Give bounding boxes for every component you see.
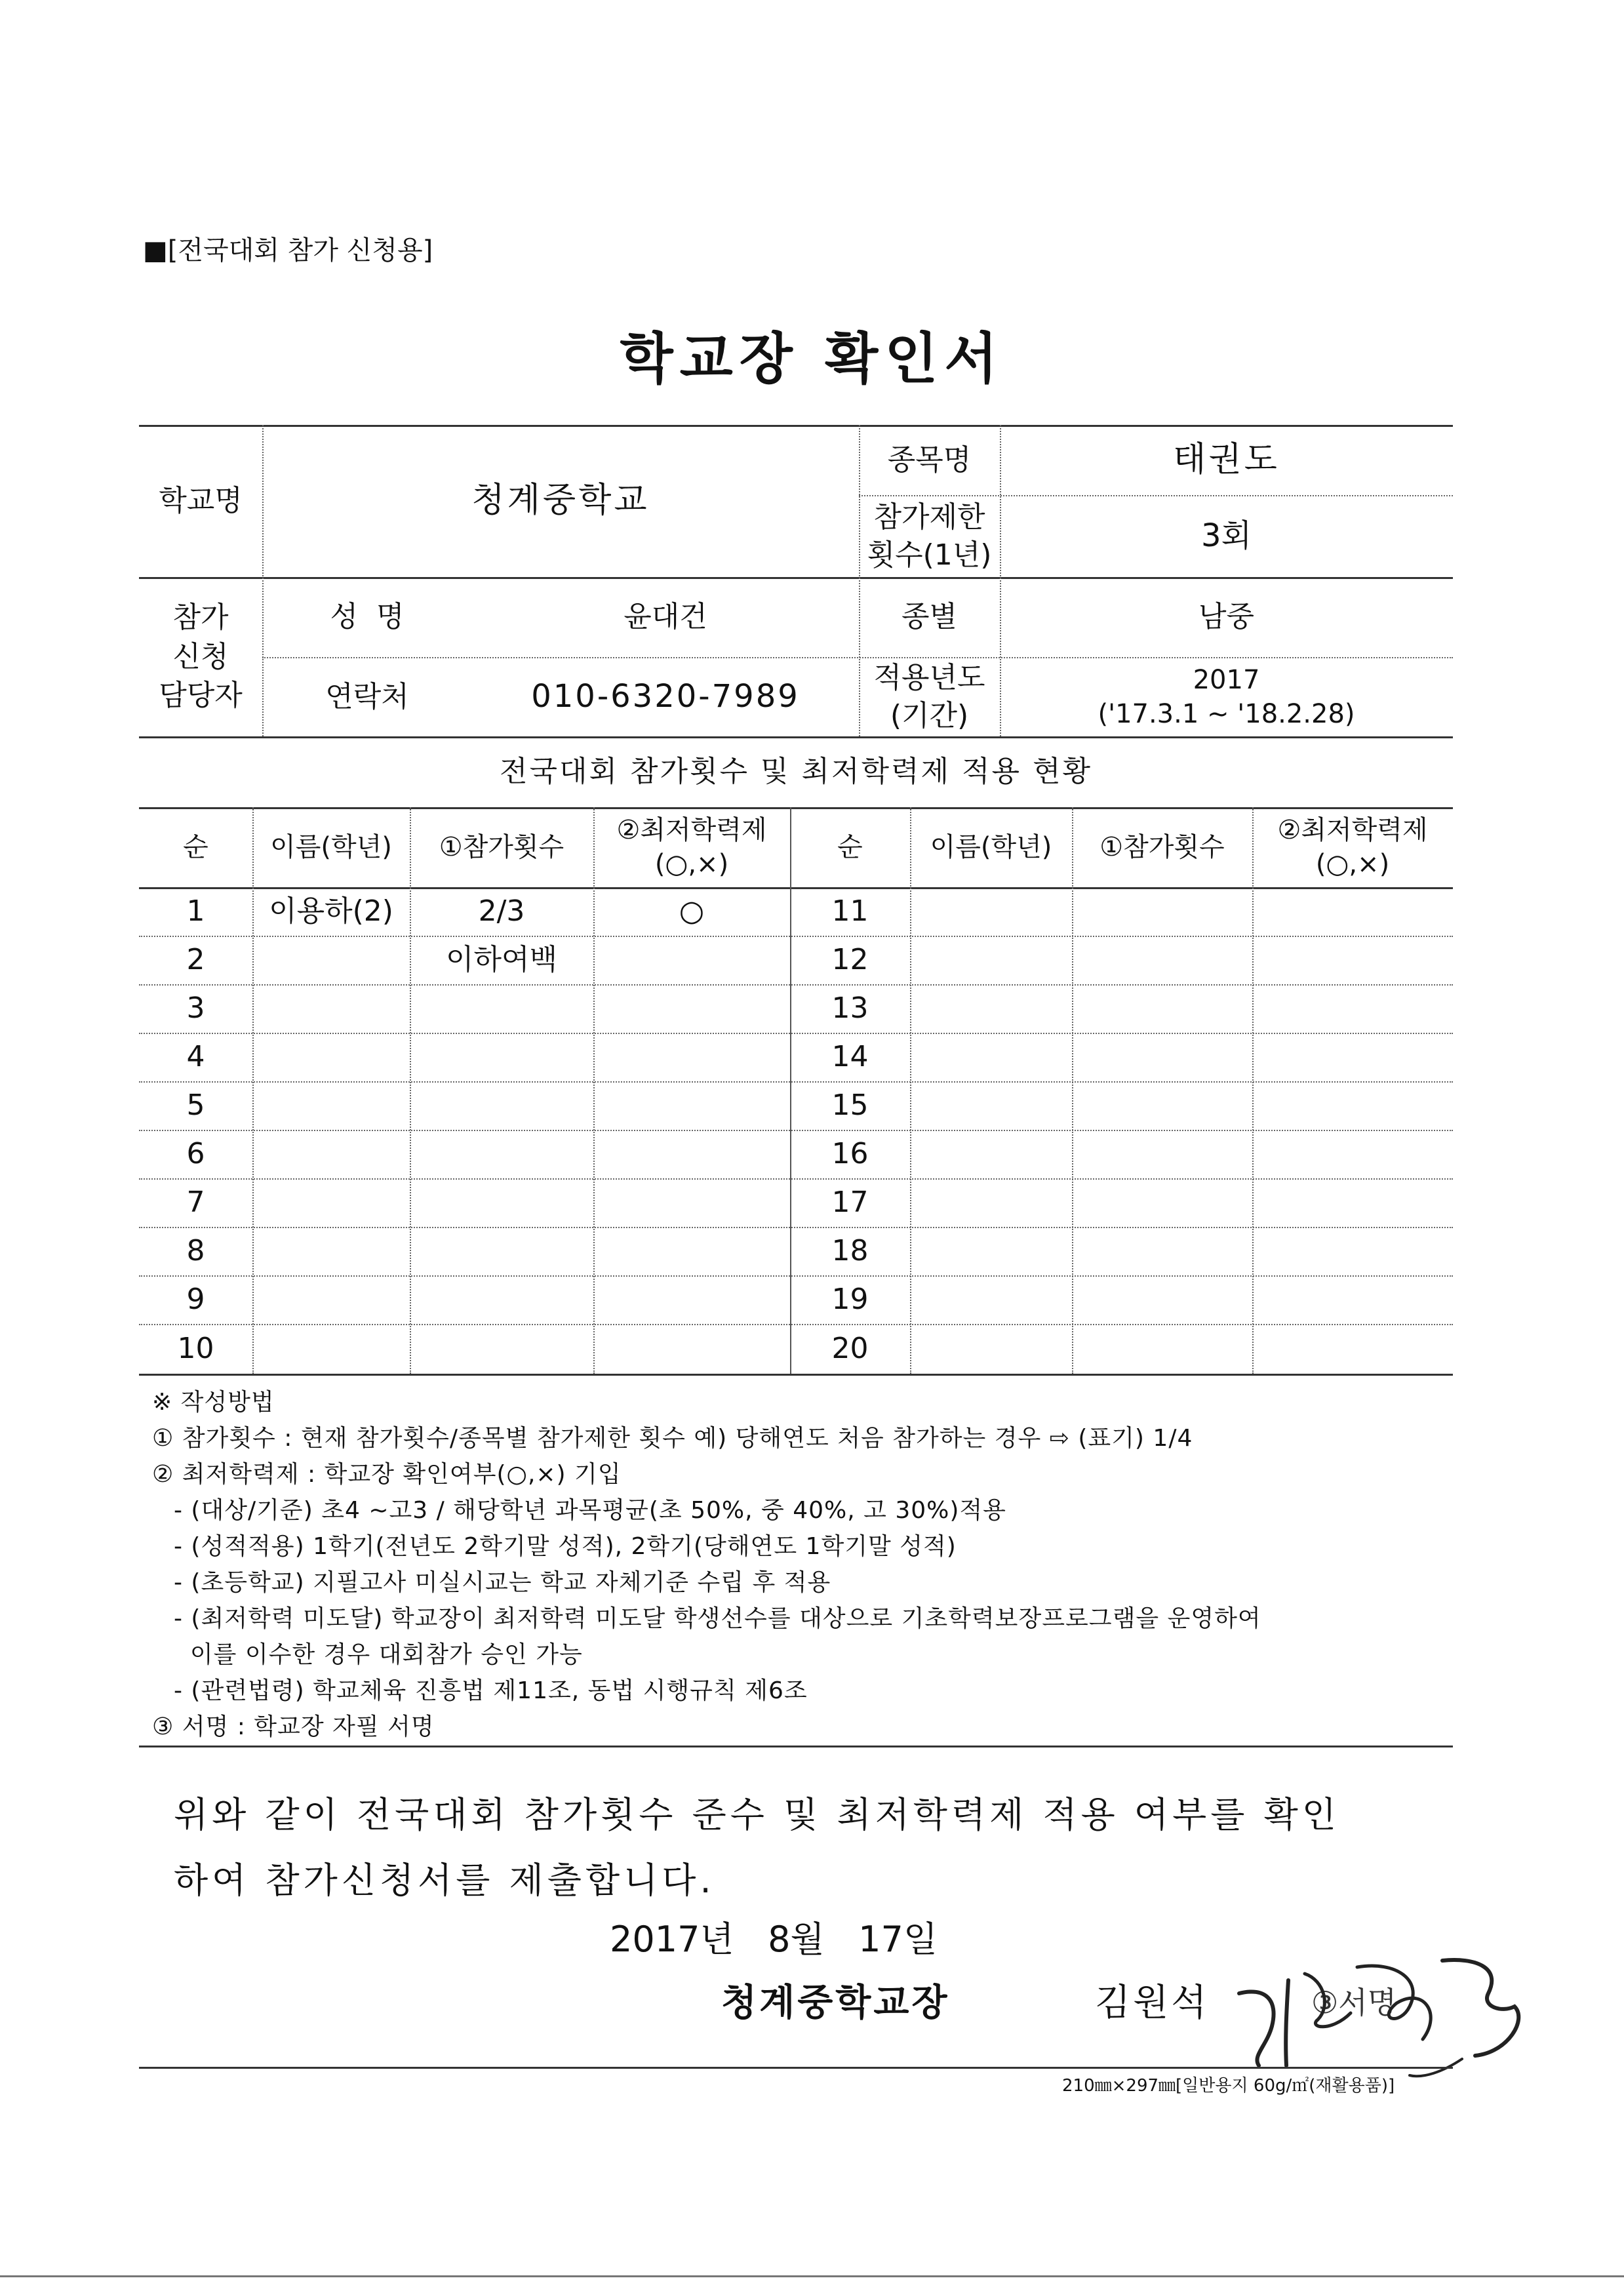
row-no: 10	[177, 1332, 214, 1366]
row-no: 4	[186, 1040, 205, 1074]
row-no: 16	[831, 1137, 869, 1171]
row-no: 14	[831, 1040, 869, 1074]
row-no: 19	[831, 1283, 869, 1317]
header-count: ①참가횟수	[1099, 832, 1225, 862]
notes-heading: ※ 작성방법	[152, 1389, 275, 1416]
row-no: 12	[831, 943, 869, 977]
manager-name-value: 윤대건	[624, 600, 707, 634]
row-no: 18	[831, 1234, 869, 1268]
principal-title: 청계중학교장	[721, 1982, 950, 2024]
application-year-label: 적용년도 (기간)	[873, 661, 985, 732]
note-item: ① 참가횟수 : 현재 참가횟수/종목별 참가제한 횟수 예) 당해연도 처음 참가하는 경우 ⇨ (표기) 1/4	[152, 1425, 1193, 1452]
signature-label: ③서명	[1311, 1985, 1397, 2020]
manager-label: 참가 신청 담당자	[159, 601, 243, 713]
row-name: 이용하(2)	[269, 894, 393, 928]
row-no: 9	[186, 1283, 205, 1317]
row-no: 3	[186, 991, 205, 1026]
row-min-grade: ○	[679, 894, 705, 928]
note-item: 이를 이수한 경우 대회참가 승인 가능	[174, 1641, 583, 1668]
header-no: 순	[837, 832, 863, 862]
document-tag: ■[전국대회 참가 신청용]	[143, 235, 433, 266]
header-count: ①참가횟수	[439, 832, 564, 862]
page-title: 학교장 확인서	[620, 327, 1004, 391]
participation-limit-value: 3회	[1201, 517, 1252, 555]
handwritten-signature	[1226, 1941, 1541, 2085]
row-no: 5	[186, 1088, 205, 1123]
participation-limit-label: 참가제한 횟수(1년)	[867, 500, 992, 572]
note-item: - (성적적용) 1학기(전년도 2학기말 성적), 2학기(당해연도 1학기말 성적)	[174, 1533, 957, 1560]
sport-label: 종목명	[887, 443, 972, 477]
blank-below-marker: 이하여백	[445, 943, 557, 977]
table-title: 전국대회 참가횟수 및 최저학력제 적용 현황	[499, 755, 1092, 789]
header-no: 순	[183, 832, 208, 862]
header-min-grade: ②최저학력제 (○,×)	[1277, 815, 1428, 879]
note-item: ③ 서명 : 학교장 자필 서명	[152, 1713, 435, 1740]
declaration-line-2: 하여 참가신청서를 제출합니다.	[174, 1860, 715, 1901]
header-min-grade: ②최저학력제 (○,×)	[616, 815, 767, 879]
paper-spec-footer: 210㎜×297㎜[일반용지 60g/㎡(재활용품)]	[1062, 2076, 1395, 2096]
category-value: 남중	[1198, 600, 1254, 634]
contact-label: 연락처	[325, 679, 409, 713]
row-no: 7	[186, 1186, 205, 1220]
school-name-label: 학교명	[159, 484, 243, 518]
row-no: 6	[186, 1137, 205, 1171]
submission-date: 2017년 8월 17일	[610, 1919, 938, 1960]
row-count: 2/3	[478, 894, 525, 928]
note-item: - (관련법령) 학교체육 진흥법 제11조, 동법 시행규칙 제6조	[174, 1677, 808, 1704]
note-item: - (대상/기준) 초4 ~고3 / 해당학년 과목평균(초 50%, 중 40%, 고 30%)적용	[174, 1497, 1006, 1524]
row-no: 11	[831, 894, 869, 928]
row-no: 17	[831, 1186, 869, 1220]
row-no: 20	[831, 1332, 869, 1366]
row-no: 2	[186, 943, 205, 977]
principal-name: 김원석	[1095, 1982, 1210, 2024]
row-no: 13	[831, 991, 869, 1026]
contact-value: 010-6320-7989	[531, 678, 800, 715]
application-year-value: 2017 ('17.3.1 ~ '18.2.28)	[1098, 664, 1355, 729]
category-label: 종별	[901, 600, 957, 634]
row-no: 8	[186, 1234, 205, 1268]
header-name: 이름(학년)	[930, 832, 1052, 862]
declaration-line-1: 위와 같이 전국대회 참가횟수 준수 및 최저학력제 적용 여부를 확인	[174, 1794, 1340, 1835]
school-name-value: 청계중학교	[471, 481, 650, 521]
note-item: ② 최저학력제 : 학교장 확인여부(○,×) 기입	[152, 1461, 622, 1488]
manager-name-label: 성 명	[330, 600, 405, 634]
row-no: 1	[186, 894, 205, 928]
header-name: 이름(학년)	[270, 832, 392, 862]
row-no: 15	[831, 1088, 869, 1123]
sport-value: 태권도	[1173, 439, 1280, 479]
note-item: - (초등학교) 지필고사 미실시교는 학교 자체기준 수립 후 적용	[174, 1569, 831, 1596]
note-item: - (최저학력 미도달) 학교장이 최저학력 미도달 학생선수를 대상으로 기초학력보장프로그램을 운영하여	[174, 1605, 1261, 1632]
scan-edge	[0, 2275, 1624, 2277]
